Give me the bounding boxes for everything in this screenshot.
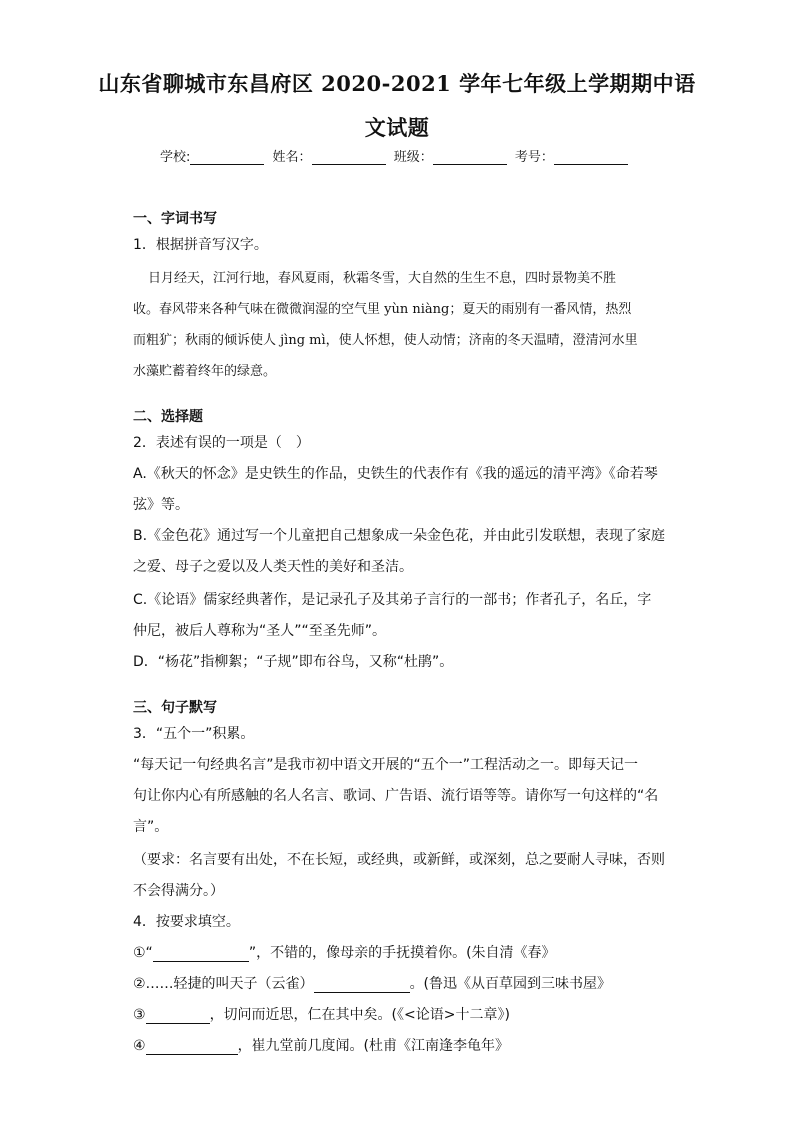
name-field[interactable] — [312, 150, 386, 165]
fill-3-prefix: ③ — [133, 1007, 146, 1023]
name-label: 姓名： — [272, 150, 312, 165]
section-2-heading: 二、选择题 — [133, 409, 203, 425]
fill-4-blank[interactable] — [146, 1040, 238, 1055]
fill-3-suffix: ，切问而近思，仁在其中矣。(《<论语>十二章》) — [209, 1007, 510, 1023]
student-info-row — [160, 146, 660, 165]
option-d-line: D．“杨花”指柳絮；“子规”即布谷鸟，又称“杜鹃”。 — [133, 654, 454, 670]
title-line-1: 山东省聊城市东昌府区 2020-2021 学年七年级上学期期中语 — [98, 71, 696, 96]
fill-1-prefix: ①“ — [133, 945, 153, 961]
fill-1-suffix: ”，不错的，像母亲的手抚摸着你。(朱自清《春》 — [248, 945, 556, 961]
fill-2-suffix: 。(鲁迅《从百草园到三味书屋》 — [409, 976, 612, 992]
fill-item-4 — [133, 1035, 663, 1055]
fill-item-3 — [133, 1004, 663, 1024]
question-3: 3．“五个一”积累。 — [133, 726, 255, 742]
fill-3-blank[interactable] — [146, 1009, 210, 1024]
passage-line: 日月经天，江河行地，春风夏雨，秋霜冬雪，大自然的生生不息，四时景物美不胜 — [148, 271, 617, 286]
fill-item-2 — [133, 973, 663, 993]
option-a-line: 弦》等。 — [133, 497, 189, 513]
question-4: 4．按要求填空。 — [133, 914, 240, 930]
class-label: 班级： — [393, 150, 433, 165]
section-3-heading: 三、句子默写 — [133, 700, 217, 716]
passage-line: 而粗犷；秋雨的倾诉使人 jìng mì，使人怀想，使人动情；济南的冬天温晴，澄清河水里 — [133, 333, 638, 348]
fill-4-suffix: ，崔九堂前几度闻。(杜甫《江南逢李龟年》 — [237, 1038, 510, 1054]
school-field[interactable] — [190, 150, 264, 165]
q3-text-line: 句让你内心有所感触的名人名言、歌词、广告语、流行语等等。请你写一句这样的“名 — [133, 788, 659, 804]
q3-text-line: 言”。 — [133, 819, 169, 835]
fill-item-1 — [133, 942, 663, 962]
q3-text-line: 不会得满分。） — [133, 883, 224, 899]
option-b-line: B.《金色花》通过写一个儿童把自己想象成一朵金色花，并由此引发联想，表现了家庭 — [133, 528, 666, 544]
fill-2-prefix: ②……轻捷的叫天子（云雀） — [133, 976, 314, 992]
title-line-2: 文试题 — [364, 115, 430, 140]
question-1: 1．根据拼音写汉字。 — [133, 237, 268, 253]
exam-no-label: 考号： — [514, 150, 554, 165]
q3-text-line: “每天记一句经典名言”是我市初中语文开展的“五个一”工程活动之一。即每天记一 — [133, 757, 639, 773]
option-a-line: A.《秋天的怀念》是史铁生的作品，史铁生的代表作有《我的遥远的清平湾》《命若琴 — [133, 466, 658, 482]
passage-line: 水藻贮蓄着终年的绿意。 — [133, 364, 277, 379]
fill-4-prefix: ④ — [133, 1038, 146, 1054]
exam-no-field[interactable] — [554, 150, 628, 165]
q3-text-line: （要求：名言要有出处，不在长短，或经典，或新鲜，或深刻，总之要耐人寻味，否则 — [133, 852, 665, 868]
class-field[interactable] — [433, 150, 507, 165]
option-c-line: 仲尼，被后人尊称为“圣人”“至圣先师”。 — [133, 623, 387, 639]
question-2: 2．表述有误的一项是（ ） — [133, 435, 310, 451]
option-c-line: C.《论语》儒家经典著作，是记录孔子及其弟子言行的一部书；作者孔子，名丘，字 — [133, 592, 652, 608]
option-b-line: 之爱、母子之爱以及人类天性的美好和圣洁。 — [133, 559, 413, 575]
school-label: 学校: — [160, 150, 191, 165]
section-1-heading: 一、字词书写 — [133, 211, 217, 227]
fill-1-blank[interactable] — [153, 947, 249, 962]
passage-line: 收。春风带来各种气味在微微润湿的空气里 yùn niàng；夏天的雨别有一番风情，热烈 — [133, 302, 632, 317]
fill-2-blank[interactable] — [314, 978, 410, 993]
